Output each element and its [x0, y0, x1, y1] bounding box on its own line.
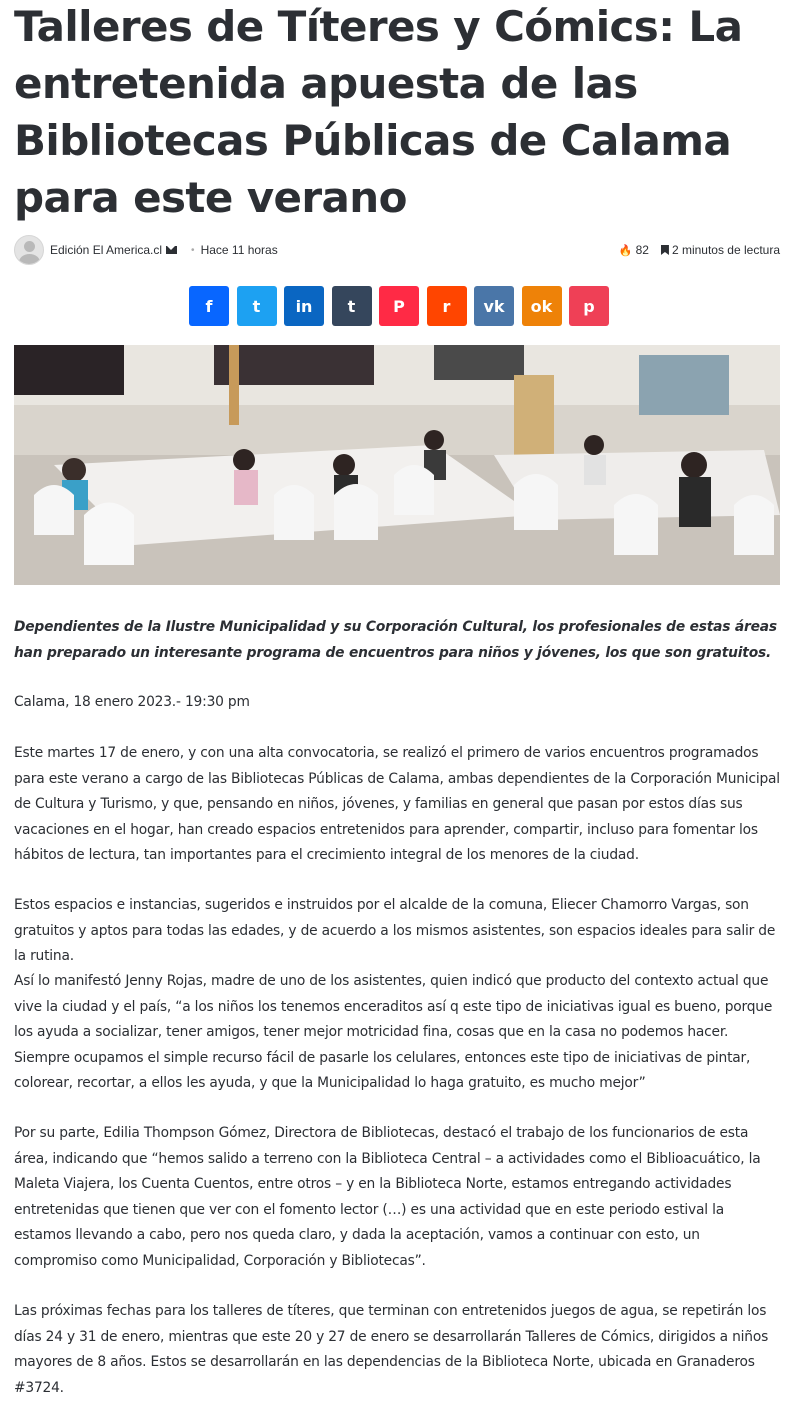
facebook-share-button[interactable] [189, 286, 229, 326]
author-link[interactable]: Edición El America.cl [50, 243, 163, 257]
fire-icon: 🔥 [618, 244, 633, 257]
mail-icon[interactable] [166, 246, 177, 254]
linkedin-icon: in [295, 296, 313, 316]
workshop-photo-illustration [14, 345, 780, 585]
article-paragraph: Así lo manifestó Jenny Rojas, madre de uno de los asistentes, quien indicó que producto del contexto actual que vive la ciudad y el país, “a los niños los tenemos enceraditos así q este tipo de iniciativas igual es bueno, porque los ayuda a socializar, tener amigos, tener mejor motricidad fina, cosas que en la casa no podemos hacer. Siempre ocupamos el simple recurso fácil de pasarle los celulares, entonces este tipo de iniciativas de pintar, colorear, recortar, a ellos les ayuda, y que la Municipalidad lo haga gratuito, es mucho mejor” [14, 973, 773, 1092]
article-meta [14, 234, 780, 266]
reddit-icon: r [442, 296, 451, 316]
tumblr-share-button[interactable] [332, 286, 372, 326]
bookmark-icon [661, 245, 669, 255]
reading-time: 2 minutos de lectura [671, 243, 780, 257]
pinterest-share-button[interactable] [379, 286, 419, 326]
article-paragraph: Las próximas fechas para los talleres de títeres, que terminan con entretenidos juegos de agua, se repetirán los días 24 y 31 de enero, mientras que este 20 y 27 de enero se desarrollarán Talleres de Cómics, dirigidos a niños mayores de 8 años. Estos se desarrollarán en las dependencias de la Biblioteca Norte, ubicada en Granaderos #3724. [14, 1303, 769, 1396]
post-time: Hace 11 horas [200, 243, 278, 257]
view-count: 82 [635, 243, 649, 257]
article [14, 0, 780, 1396]
pocket-icon: p [583, 296, 595, 316]
facebook-icon: f [205, 296, 213, 316]
article-paragraph: Por su parte, Edilia Thompson Gómez, Directora de Bibliotecas, destacó el trabajo de los funcionarios de esta área, indicando que “hemos salido a terreno con la Biblioteca Central – a actividades como el Biblioacuático, la Maleta Viajera, los Cuenta Cuentos, entre otros – y en la Biblioteca Norte, estamos entregando actividades entretenidas que tienen que ver con el fomento lector (…) es una actividad que en este periodo estival la estamos llevando a cabo, pero nos queda claro, y dada la aceptación, vamos a continuar con esto, un compromiso como Municipalidad, Corporación y Bibliotecas”. [14, 1125, 761, 1269]
vk-icon: vk [483, 296, 505, 316]
linkedin-share-button[interactable] [284, 286, 324, 326]
article-lead: Dependientes de la Ilustre Municipalidad y su Corporación Cultural, los profesionales de estas áreas han preparado un interesante programa de encuentros para niños y jóvenes, los que son gratuitos. [14, 619, 777, 661]
article-paragraph: Este martes 17 de enero, y con una alta convocatoria, se realizó el primero de varios encuentros programados para este verano a cargo de las Bibliotecas Públicas de Calama, ambas dependientes de la Corporación Municipal de Cultura y Turismo, y que, pensando en niños, jóvenes, y familias en general que pasan por estos días sus vacaciones en el hogar, han creado espacios entretenidos para aprender, compartir, incluso para fomentar los hábitos de lectura, tan importantes para el crecimiento integral de los menores de la ciudad. [14, 745, 780, 864]
article-photo[interactable] [14, 345, 780, 585]
twitter-share-button[interactable] [237, 286, 277, 326]
article-dateline: Calama, 18 enero 2023.- 19:30 pm [14, 694, 250, 710]
article-paragraph: Estos espacios e instancias, sugeridos e instruidos por el alcalde de la comuna, Eliecer Chamorro Vargas, son gratuitos y aptos para todas las edades, y de acuerdo a los mismos asistentes, son espacios ideales para salir de la rutina. [14, 897, 776, 965]
odnoklassniki-icon: ok [530, 296, 553, 316]
author-avatar[interactable] [14, 235, 44, 265]
share-buttons [189, 286, 617, 326]
separator-dot: • [191, 244, 195, 256]
tumblr-icon: t [347, 296, 356, 316]
twitter-icon: t [252, 296, 261, 316]
odnoklassniki-share-button[interactable] [522, 286, 562, 326]
pinterest-icon: P [393, 296, 405, 316]
reddit-share-button[interactable] [427, 286, 467, 326]
meta-stats [619, 243, 780, 257]
vk-share-button[interactable] [474, 286, 514, 326]
article-title: Talleres de Títeres y Cómics: La entretenida apuesta de las Bibliotecas Públicas de Calama para este verano [14, 2, 743, 222]
pocket-share-button[interactable] [569, 286, 609, 326]
